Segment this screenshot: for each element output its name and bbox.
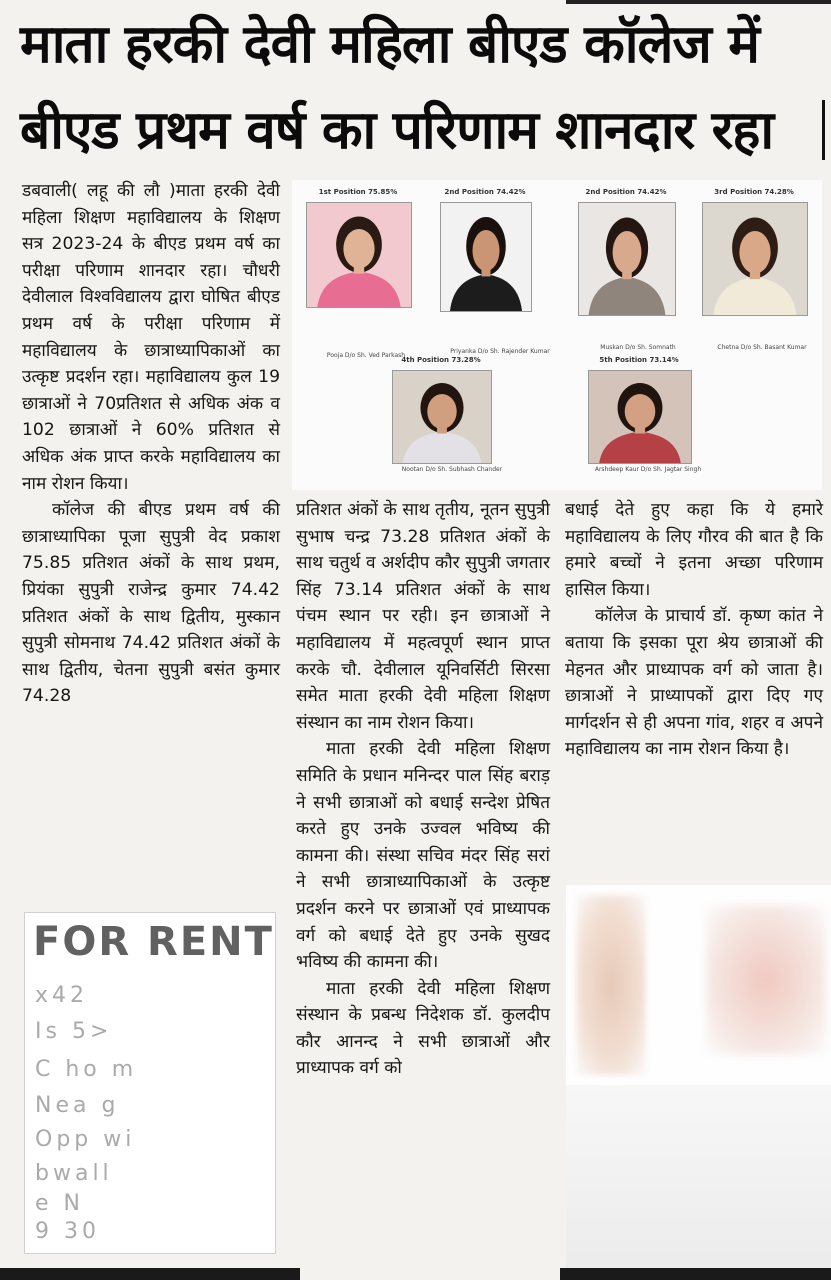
ad-title: FOR RENT: [33, 919, 274, 965]
ad-line: C ho m: [35, 1057, 138, 1082]
photo-frame: [702, 202, 808, 316]
ad-line: Nea g: [35, 1093, 120, 1118]
photo-frame: [578, 202, 676, 316]
photo-card: [588, 356, 702, 473]
photo-position: 1st Position 75.85%: [318, 188, 398, 196]
photo-caption: Chetna D/o Sh. Basant Kumar: [717, 344, 807, 351]
portrait-neck: [437, 424, 447, 433]
photo-position: 5th Position 73.14%: [599, 356, 679, 364]
photo-card: [702, 188, 807, 351]
ad-line: bwall: [35, 1161, 113, 1186]
paragraph: कॉलेज की बीएड प्रथम वर्ष की छात्राध्यापिका पूजा सुपुत्री वेद प्रकाश 75.85 प्रतिशत अंकों के साथ प्रथम, प्रियंका सुपुत्री राजेन्द्र कुमार 74.42 प्रतिशत अंकों के साथ द्वितीय, मुस्कान सुपुत्री सोमनाथ 74.42 प्रतिशत अंकों के साथ द्वितीय, चेतना सुपुत्री बसंत कुमार 74.28: [22, 500, 280, 707]
headline-line-1: माता हरकी देवी महिला बीएड कॉलेज में: [20, 14, 759, 75]
paragraph: माता हरकी देवी महिला शिक्षण समिति के प्रधान मनिन्दर पाल सिंह बराड़ ने सभी छात्राओं को बधाई सन्देश प्रेषित करते हुए उनके उज्वल भविष्य की कामना की। संस्था सचिव मंदर सिंह सरां ने सभी छात्राध्यापिकाओं के उत्कृष्ट प्रदर्शन करने पर छात्राओं एवं प्राध्यापक वर्ग को बधाई देते हुए उनके सुखद भविष्य की कामना की।: [296, 739, 550, 973]
paragraph: प्रतिशत अंकों के साथ तृतीय, नूतन सुपुत्री सुभाष चन्द्र 73.28 प्रतिशत अंकों के साथ चतुर्थ व अर्शदीप कौर सुपुत्री जगतार सिंह 73.14 प्रतिशत अंकों के साथ पंचम स्थान पर रही। इन छात्राओं ने महाविद्यालय में महत्वपूर्ण स्थान प्राप्त करके चौ. देवीलाल यूनिवर्सिटी सिरसा समेत माता हरकी देवी महिला शिक्षण संस्थान का नाम रोशन किया।: [296, 500, 550, 733]
portrait-neck: [622, 268, 632, 279]
portrait-face: [473, 230, 500, 271]
ad-line: Opp wi: [35, 1127, 136, 1152]
photo-card: [306, 188, 410, 359]
photo-frame: [306, 202, 412, 308]
toppers-photo-collage: [292, 180, 822, 490]
portrait-image: [307, 203, 411, 307]
photo-position: 2nd Position 74.42%: [585, 188, 667, 196]
blur-shape: [566, 1085, 831, 1280]
photo-position: 4th Position 73.28%: [401, 356, 481, 364]
ad-line: e N: [35, 1191, 84, 1216]
photo-position: 3rd Position 74.28%: [714, 188, 794, 196]
headline-rule: [822, 100, 825, 160]
photo-frame: [440, 202, 532, 312]
blur-shape: [706, 905, 826, 1055]
portrait-neck: [635, 424, 645, 433]
photo-position: 2nd Position 74.42%: [444, 188, 526, 196]
ad-line: Is 5>: [35, 1019, 113, 1044]
portrait-face: [625, 394, 656, 429]
blurred-photo: [566, 885, 831, 1280]
portrait-image: [441, 203, 531, 311]
portrait-face: [613, 231, 642, 274]
portrait-image: [393, 371, 491, 463]
photo-card: [392, 356, 503, 473]
paragraph: डबवाली( लहू की लौ )माता हरकी देवी महिला शिक्षण महाविद्यालय के शिक्षण सत्र 2023-24 के बीएड प्रथम वर्ष का परीक्षा परिणाम शानदार रहा। चौधरी देवीलाल विश्वविद्यालय द्वारा घोषित बीएड प्रथम वर्ष के परीक्षा परिणाम में महाविद्यालय के छात्राध्यापिकाओं का उत्कृष्ट प्रदर्शन रहा। महाविद्यालय कुल 19 छात्राओं ने 70प्रतिशत से अधिक अंक व 102 छात्राओं ने 60% प्रतिशत से अधिक अंक प्राप्त करके महाविद्यालय का नाम रोशन किया।: [22, 181, 280, 494]
portrait-face: [427, 394, 456, 429]
portrait-neck: [750, 268, 760, 279]
paragraph: माता हरकी देवी महिला शिक्षण संस्थान के प्रबन्ध निदेशक डॉ. कुलदीप कौर आनन्द ने सभी छात्राओं और प्राध्यापक वर्ग को: [296, 978, 550, 1079]
top-rule: [566, 0, 831, 4]
paragraph: कॉलेज के प्राचार्य डॉ. कृष्ण कांत ने बताया कि इसका पूरा श्रेय छात्राओं की मेहनत और प्राध्यापक वर्ग को जाता है। छात्राओं ने प्राध्यापकों द्वारा दिए गए मार्गदर्शन से ही अपना गांव, शहर व अपने महाविद्यालय का नाम रोशन किया है।: [565, 606, 823, 760]
portrait-neck: [354, 263, 364, 273]
article-column-2: [296, 497, 550, 1082]
portrait-image: [703, 203, 807, 315]
ad-line: x42: [35, 983, 89, 1008]
bottom-edge-gap: [300, 1268, 560, 1280]
photo-caption: Priyanka D/o Sh. Rajender Kumar: [450, 348, 550, 355]
blur-shape: [576, 895, 646, 1075]
photo-caption: Arshdeep Kaur D/o Sh. Jagtar Singh: [594, 466, 702, 473]
portrait-image: [579, 203, 675, 315]
photo-caption: Nootan D/o Sh. Subhash Chander: [401, 466, 503, 473]
photo-card: [440, 188, 550, 355]
article-column-3: [565, 497, 823, 763]
photo-caption: Muskan D/o Sh. Somnath: [600, 344, 676, 351]
ad-line: 9 30: [35, 1219, 100, 1244]
portrait-neck: [482, 266, 491, 277]
photo-frame: [588, 370, 692, 464]
paragraph: बधाई देते हुए कहा कि ये हमारे महाविद्यालय के लिए गौरव की बात है कि हमारे बच्चों ने इतना अच्छा परिणाम हासिल किया।: [565, 500, 823, 600]
headline-line-2: बीएड प्रथम वर्ष का परिणाम शानदार रहा: [20, 100, 774, 161]
photo-caption: Pooja D/o Sh. Ved Parkash: [326, 352, 406, 359]
article-column-1: [22, 178, 280, 710]
photo-frame: [392, 370, 492, 464]
photo-card: [578, 188, 676, 351]
portrait-face: [739, 231, 770, 274]
portrait-image: [589, 371, 691, 463]
for-rent-advertisement: [24, 912, 276, 1254]
portrait-face: [343, 229, 374, 269]
